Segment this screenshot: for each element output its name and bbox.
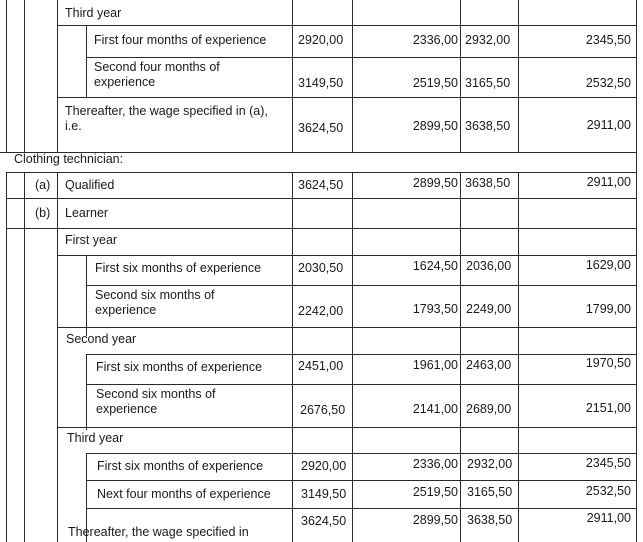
grid-line	[6, 198, 636, 199]
row-label: Second four months of experience	[94, 60, 220, 89]
grid-line	[57, 327, 636, 328]
value-cell: 2141,00	[412, 402, 458, 416]
row-label: First six months of experience	[95, 261, 262, 275]
grid-line	[57, 25, 636, 26]
value-cell: 2932,00	[467, 457, 513, 471]
section-heading: First year	[65, 233, 118, 247]
grid-line	[57, 97, 636, 98]
grid-line	[352, 0, 353, 152]
row-label: First four months of experience	[94, 33, 267, 47]
value-cell: 2911,00	[586, 511, 631, 525]
grid-line	[86, 354, 636, 355]
value-cell: 1624,50	[412, 259, 458, 273]
value-cell: 2030,50	[298, 261, 344, 275]
value-cell: 3638,50	[465, 176, 511, 190]
value-cell: 3165,50	[467, 485, 513, 499]
grid-line	[86, 480, 636, 481]
grid-line	[86, 453, 636, 454]
value-cell: 2336,00	[412, 457, 458, 471]
value-cell: 2345,50	[585, 33, 631, 47]
section-heading: Third year	[67, 431, 124, 445]
row-label: Thereafter, the wage specified in (a), i.e.	[65, 104, 268, 133]
value-cell: 3638,50	[465, 119, 511, 133]
value-cell: 2249,00	[466, 302, 512, 316]
grid-line	[6, 0, 7, 152]
section-heading: Second year	[66, 332, 137, 346]
grid-line	[57, 255, 636, 256]
value-cell: 2899,50	[412, 119, 458, 133]
row-label: First six months of experience	[97, 459, 264, 473]
value-cell: 1961,00	[412, 358, 458, 372]
value-cell: 3149,50	[298, 76, 344, 90]
value-cell: 2899,50	[412, 513, 458, 527]
value-cell: 3165,50	[465, 76, 511, 90]
value-cell: 2532,50	[585, 76, 631, 90]
grid-line	[86, 285, 636, 286]
value-cell: 3624,50	[298, 178, 344, 192]
grid-line	[6, 172, 636, 173]
value-cell: 2519,50	[412, 76, 458, 90]
value-cell: 1629,00	[585, 258, 631, 272]
row-label: Qualified	[65, 178, 115, 192]
row-marker: (b)	[35, 206, 51, 220]
value-cell: 2532,50	[585, 484, 631, 498]
row-marker: (a)	[35, 178, 51, 192]
grid-line	[57, 427, 636, 428]
value-cell: 2911,00	[586, 175, 631, 189]
value-cell: 2242,00	[298, 304, 344, 318]
value-cell: 1799,00	[585, 302, 631, 316]
grid-line	[292, 0, 293, 152]
value-cell: 1970,50	[585, 356, 631, 370]
value-cell: 2345,50	[585, 456, 631, 470]
value-cell: 2899,50	[412, 176, 458, 190]
row-label: Thereafter, the wage specified in	[68, 525, 249, 539]
section-heading: Third year	[65, 6, 122, 20]
row-label: Learner	[65, 206, 109, 220]
row-label: Next four months of experience	[97, 487, 271, 501]
value-cell: 2463,00	[466, 358, 512, 372]
value-cell: 2519,50	[412, 485, 458, 499]
value-cell: 3149,50	[301, 487, 347, 501]
value-cell: 2920,00	[298, 33, 344, 47]
value-cell: 2911,00	[586, 118, 631, 132]
value-cell: 2920,00	[301, 459, 347, 473]
value-cell: 3638,50	[467, 513, 513, 527]
grid-line	[24, 0, 25, 152]
value-cell: 3624,50	[301, 514, 347, 528]
value-cell: 2151,00	[585, 401, 631, 415]
row-label: Second six months of experience	[95, 288, 215, 317]
grid-line	[57, 0, 58, 152]
value-cell: 2676,50	[300, 403, 346, 417]
section-heading: Clothing technician:	[14, 152, 124, 166]
value-cell: 2036,00	[466, 259, 512, 273]
value-cell: 2451,00	[298, 359, 344, 373]
row-label: First six months of experience	[96, 360, 263, 374]
value-cell: 2932,00	[465, 33, 511, 47]
grid-line	[86, 25, 87, 97]
grid-line	[86, 384, 636, 385]
value-cell: 3624,50	[298, 121, 344, 135]
grid-line	[86, 57, 636, 58]
grid-line	[86, 354, 87, 430]
value-cell: 2689,00	[466, 402, 512, 416]
value-cell: 2336,00	[412, 33, 458, 47]
grid-line	[86, 508, 636, 509]
grid-line	[460, 0, 461, 152]
grid-line	[86, 255, 87, 336]
grid-line	[6, 228, 636, 229]
row-label: Second six months of experience	[96, 387, 216, 416]
grid-line	[636, 0, 637, 542]
grid-line	[518, 0, 519, 152]
value-cell: 1793,50	[412, 302, 458, 316]
